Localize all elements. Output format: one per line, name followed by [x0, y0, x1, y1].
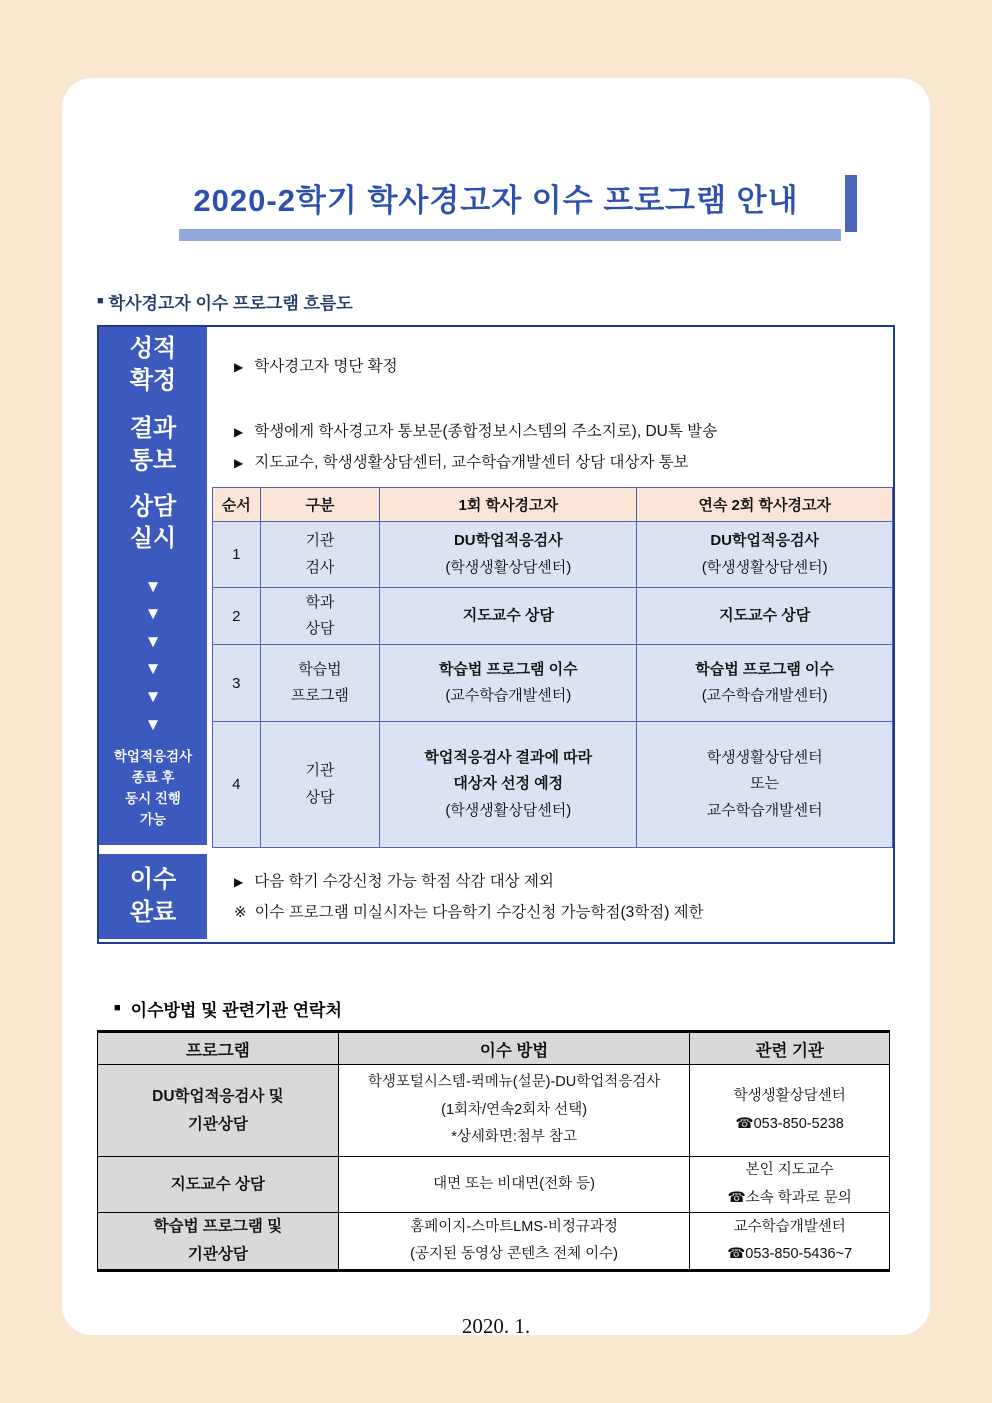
bullet-text: 학사경고자 명단 확정 [254, 358, 398, 375]
bullet-text: 학생에게 학사경고자 통보문(종합정보시스템의 주소지로), DU톡 발송 [254, 422, 718, 440]
column-header: 프로그램 [98, 1032, 339, 1065]
flow-notify-section [212, 403, 893, 487]
flow-complete-section [212, 848, 893, 942]
table-row [98, 1213, 890, 1271]
table-row [213, 645, 893, 722]
down-arrow-icon: ▼ [144, 604, 162, 624]
flow-heading-label: 학사경고자 이수 프로그램 흐름도 [108, 294, 353, 313]
flow-chart [97, 325, 895, 944]
bullet-text: 지도교수, 학생생활상담센터, 교수학습개발센터 상담 대상자 통보 [254, 453, 689, 471]
square-bullet-icon: ■ [97, 295, 104, 307]
title-block [151, 175, 841, 241]
bullet-text: 이수 프로그램 미실시자는 다음학기 수강신청 가능학점(3학점) 제한 [254, 903, 704, 921]
triangle-bullet-icon: ▶ [234, 455, 244, 470]
down-arrow-icon: ▼ [144, 576, 162, 596]
counsel-table [212, 487, 893, 848]
org-cell: 학생생활상담센터 ☎053-850-5238 [690, 1065, 890, 1157]
table-row [213, 588, 893, 645]
contact-table-header-row [98, 1032, 890, 1065]
first-warning-cell: 학습법 프로그램 이수 (교수학습개발센터) [380, 645, 637, 722]
column-header: 순서 [213, 488, 261, 522]
contact-heading-label: 이수방법 및 관련기관 연락처 [130, 1001, 342, 1020]
category-cell: 학습법 프로그램 [260, 645, 380, 722]
bullet-item [234, 354, 893, 376]
bullet-item [234, 419, 893, 441]
bullet-item [234, 869, 893, 891]
triangle-bullet-icon: ▶ [234, 874, 244, 889]
bullet-item [234, 450, 893, 472]
row-number: 3 [213, 645, 261, 722]
document-card [62, 78, 930, 1339]
table-row [98, 1157, 890, 1213]
sidebar-gap [99, 845, 212, 854]
flow-sidebar [99, 327, 212, 942]
table-row [213, 522, 893, 588]
row-number: 2 [213, 588, 261, 645]
flow-sidebar-note: 학업적응검사 종료 후 동시 진행 가능 [113, 749, 193, 828]
reference-mark-icon: ※ [234, 903, 247, 921]
category-cell: 기관 검사 [260, 522, 380, 588]
flow-content [212, 327, 893, 942]
title-side-bar [845, 175, 857, 232]
flow-grade-section [212, 327, 893, 403]
method-cell: 대면 또는 비대면(전화 등) [338, 1157, 690, 1213]
stage-complete-label: 이수 완료 [99, 854, 207, 939]
row-number: 1 [213, 522, 261, 588]
column-header: 이수 방법 [338, 1032, 690, 1065]
date-label: 2020. 1. [461, 1314, 531, 1339]
second-warning-cell: 학생생활상담센터 또는 교수학습개발센터 [637, 722, 893, 848]
flow-arrows [145, 559, 162, 747]
page-title: 2020-2학기 학사경고자 이수 프로그램 안내 [193, 183, 799, 218]
stage-notify-label: 결과 통보 [129, 414, 177, 474]
program-cell: 지도교수 상담 [98, 1157, 339, 1213]
square-bullet-icon: ■ [114, 1002, 121, 1014]
down-arrow-icon: ▼ [144, 687, 162, 707]
down-arrow-icon: ▼ [144, 631, 162, 651]
method-cell: 홈페이지-스마트LMS-비정규과정 (공지된 동영상 콘텐츠 전체 이수) [338, 1213, 690, 1271]
down-arrow-icon: ▼ [144, 659, 162, 679]
down-arrow-icon: ▼ [144, 714, 162, 734]
contact-section-heading [114, 996, 930, 1021]
method-cell: 학생포털시스템-퀵메뉴(설문)-DU학업적응검사 (1회차/연속2회차 선택) *상세화면:첨부 참고 [338, 1065, 690, 1157]
second-warning-cell: 지도교수 상담 [637, 588, 893, 645]
triangle-bullet-icon: ▶ [234, 360, 244, 374]
second-warning-cell: 학습법 프로그램 이수 (교수학습개발센터) [637, 645, 893, 722]
contact-table [97, 1030, 890, 1272]
second-warning-cell: DU학업적응검사 (학생생활상담센터) [637, 522, 893, 588]
column-header: 1회 학사경고자 [380, 488, 637, 522]
org-cell: 본인 지도교수 ☎소속 학과로 문의 [690, 1157, 890, 1213]
flow-section-heading [97, 289, 930, 314]
counsel-table-header-row [213, 488, 893, 522]
bullet-text: 다음 학기 수강신청 가능 학점 삭감 대상 제외 [254, 872, 554, 890]
program-cell: DU학업적응검사 및 기관상담 [98, 1065, 339, 1157]
program-cell: 학습법 프로그램 및 기관상담 [98, 1213, 339, 1271]
triangle-bullet-icon: ▶ [234, 424, 244, 439]
category-cell: 기관 상담 [260, 722, 380, 848]
org-cell: 교수학습개발센터 ☎053-850-5436~7 [690, 1213, 890, 1271]
title-underline-bar [179, 229, 841, 241]
column-header: 구분 [260, 488, 380, 522]
flow-sidebar-main [99, 327, 207, 845]
column-header: 연속 2회 학사경고자 [637, 488, 893, 522]
stage-counsel-label: 상담 실시 [129, 492, 177, 552]
category-cell: 학과 상담 [260, 588, 380, 645]
stage-grade-label: 성적 확정 [129, 334, 177, 394]
first-warning-cell: 지도교수 상담 [380, 588, 637, 645]
first-warning-cell: 학업적응검사 결과에 따라 대상자 선정 예정 (학생생활상담센터) [380, 722, 637, 848]
bullet-item [234, 900, 893, 922]
first-warning-cell: DU학업적응검사 (학생생활상담센터) [380, 522, 637, 588]
row-number: 4 [213, 722, 261, 848]
table-row [213, 722, 893, 848]
column-header: 관련 기관 [690, 1032, 890, 1065]
table-row [98, 1065, 890, 1157]
